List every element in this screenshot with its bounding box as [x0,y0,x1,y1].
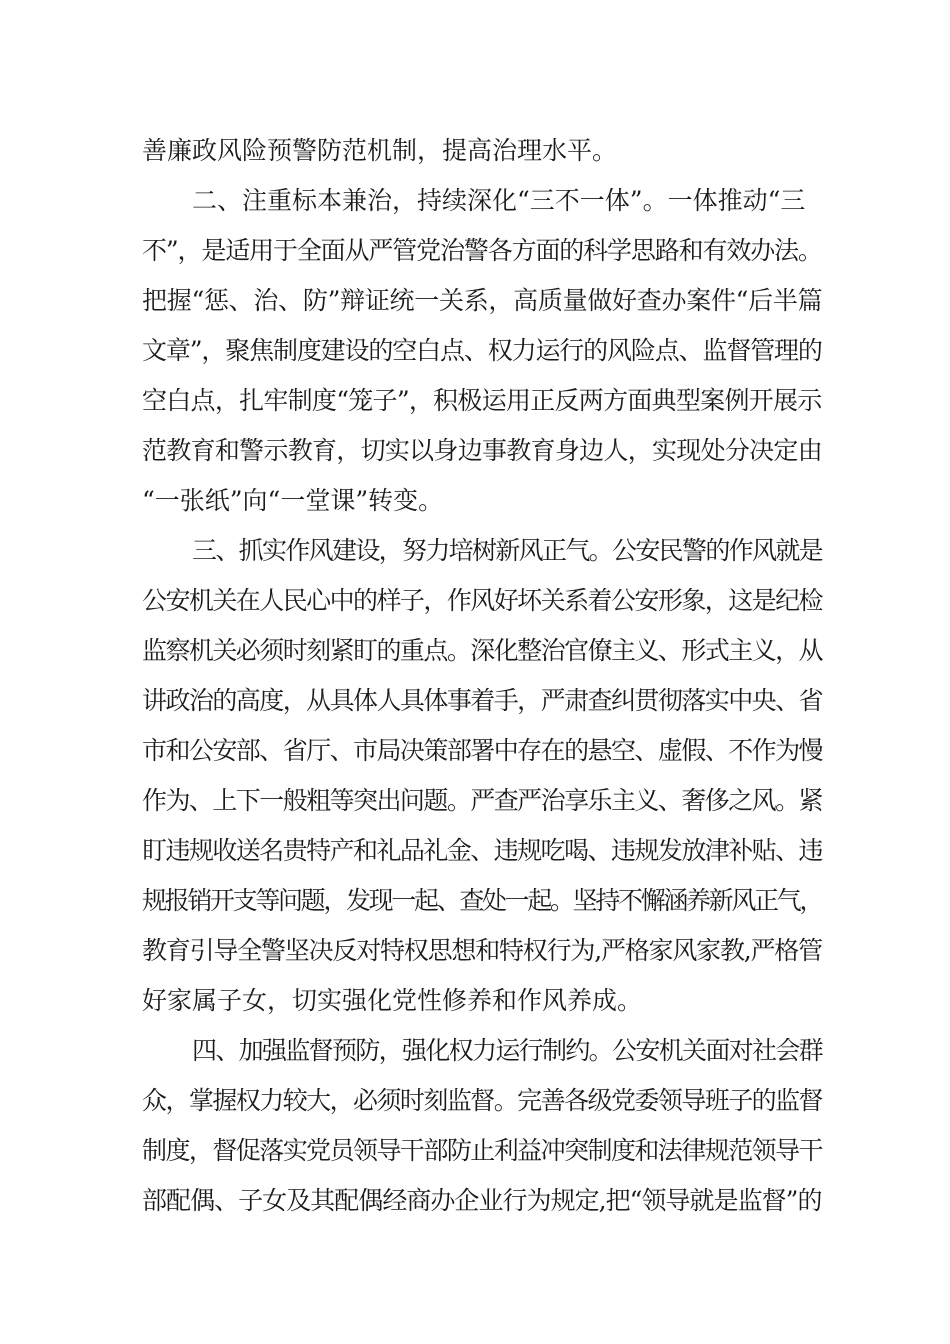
text-line: 文章”，聚焦制度建设的空白点、权力运行的风险点、监督管理的 [142,336,822,365]
text-line: 把握“惩、治、防”辩证统一关系，高质量做好查办案件“后半篇 [142,286,823,315]
text-line: 监察机关必须时刻紧盯的重点。深化整治官僚主义、形式主义，从 [142,636,823,665]
paragraph-first-line: 二、注重标本兼治，持续深化“三不一体”。一体推动“三 [192,186,806,215]
text-line: 作为、上下一般粗等突出问题。严查严治享乐主义、奢侈之风。紧 [142,786,823,815]
text-line: 制度，督促落实党员领导干部防止利益冲突制度和法律规范领导干 [142,1136,823,1165]
text-line: 众，掌握权力较大，必须时刻监督。完善各级党委领导班子的监督 [142,1086,823,1115]
text-line: 盯违规收送名贵特产和礼品礼金、违规吃喝、违规发放津补贴、违 [142,836,823,865]
text-line: 市和公安部、省厅、市局决策部署中存在的悬空、虚假、不作为慢 [142,736,823,765]
text-line: 讲政治的高度，从具体人具体事着手，严肃查纠贯彻落实中央、省 [142,686,823,715]
text-line: 范教育和警示教育，切实以身边事教育身边人，实现处分决定由 [142,436,823,465]
text-line: 部配偶、子女及其配偶经商办企业行为规定,把“领导就是监督”的 [142,1186,822,1215]
text-line: 空白点，扎牢制度“笼子”，积极运用正反两方面典型案例开展示 [142,386,822,415]
text-line: “一张纸”向“一堂课”转变。 [142,486,444,515]
paragraph-first-line: 四、加强监督预防，强化权力运行制约。公安机关面对社会群 [192,1036,823,1065]
text-line: 好家属子女，切实强化党性修养和作风养成。 [142,986,643,1015]
text-line: 公安机关在人民心中的样子，作风好坏关系着公安形象，这是纪检 [142,586,823,615]
paragraph-first-line: 三、抓实作风建设，努力培树新风正气。公安民警的作风就是 [192,536,823,565]
text-line: 规报销开支等问题，发现一起、查处一起。坚持不懈涵养新风正气， [142,886,823,915]
text-line: 善廉政风险预警防范机制，提高治理水平。 [142,136,618,165]
text-line: 不”，是适用于全面从严管党治警各方面的科学思路和有效办法。 [142,236,822,265]
text-line: 教育引导全警坚决反对特权思想和特权行为,严格家风家教,严格管 [142,936,822,965]
